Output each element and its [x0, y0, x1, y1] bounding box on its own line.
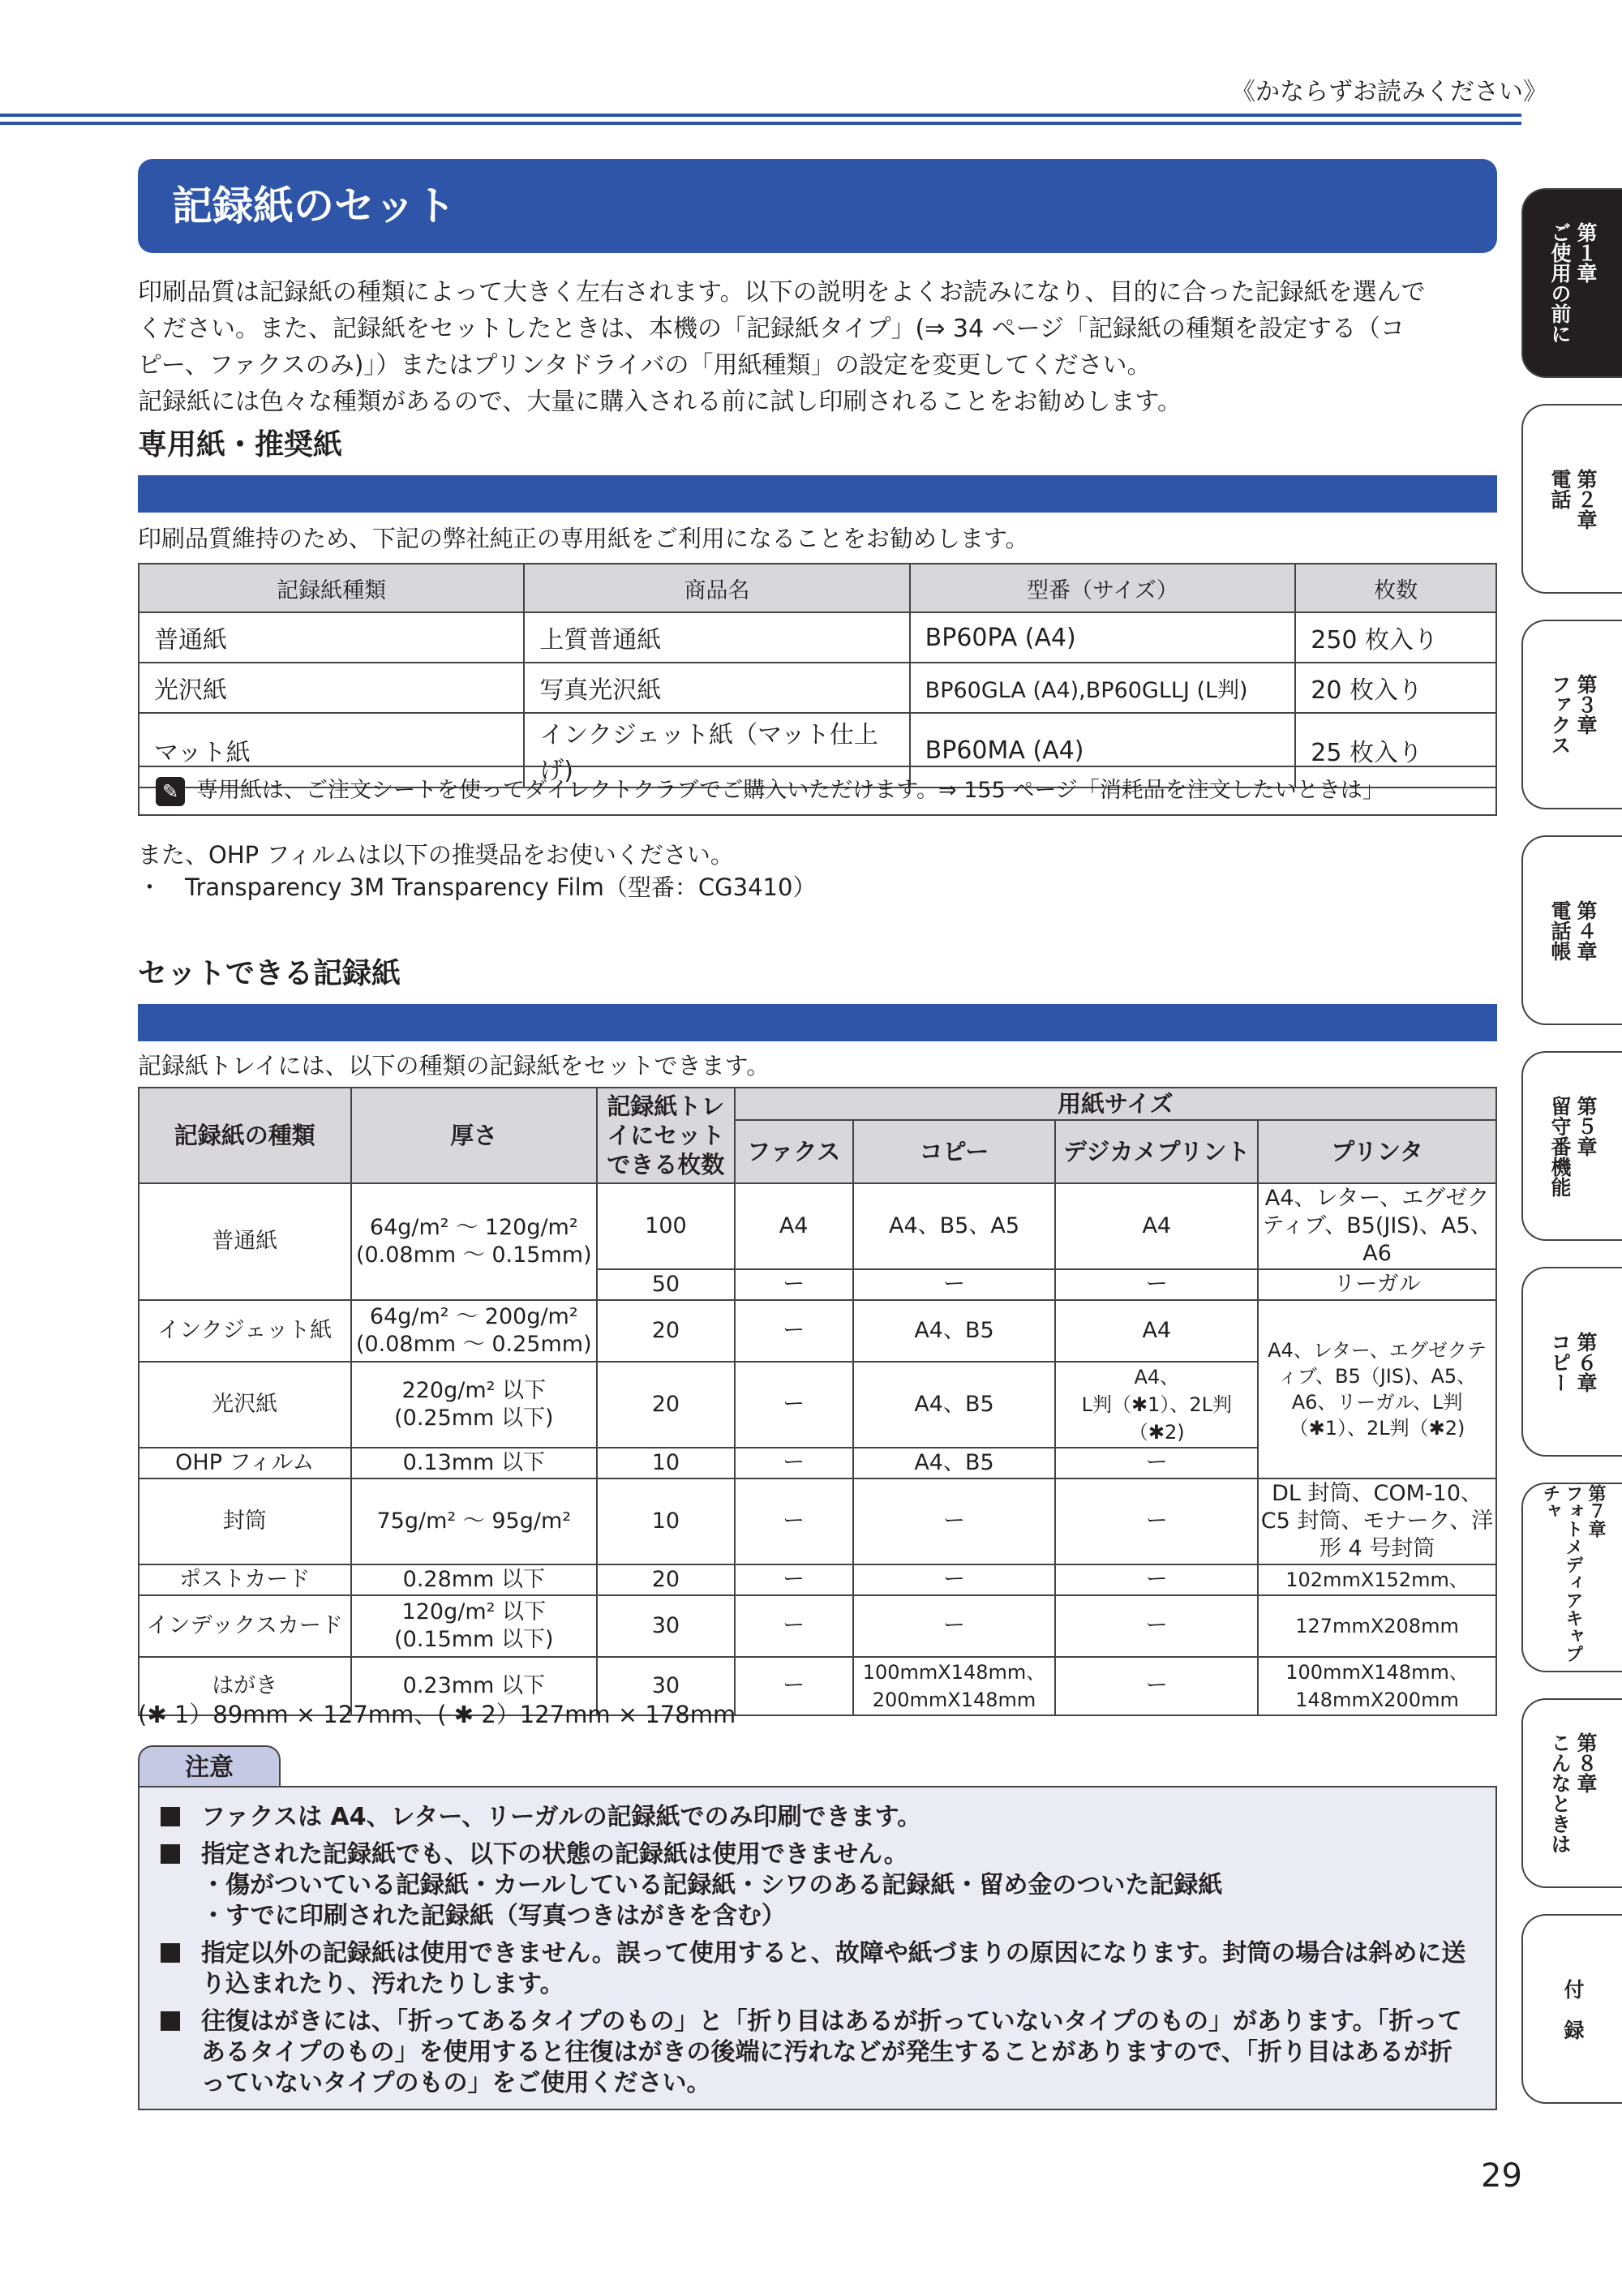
section-lead: 記録紙トレイには、以下の種類の記録紙をセットできます。 — [138, 1052, 770, 1079]
caution-label: 注意 — [138, 1745, 281, 1787]
table-cell: ー — [1055, 1564, 1258, 1595]
intro-text — [138, 274, 1508, 420]
chapter-name: 電話帳 — [1548, 899, 1572, 961]
chapter-tab-3[interactable] — [1521, 620, 1622, 809]
caution-text: 指定された記録紙でも、以下の状態の記録紙は使用できません。 — [201, 1840, 908, 1869]
bullet-square-icon — [159, 1942, 182, 1964]
table-cell: ー — [853, 1478, 1056, 1564]
chapter-number: 第８章 — [1574, 1732, 1598, 1793]
chapter-name: ファクス — [1548, 674, 1572, 755]
table-cell: ー — [1055, 1478, 1258, 1564]
table-cell: 0.23mm 以下 — [351, 1657, 598, 1715]
table-cell: BP60MA (A4) — [910, 713, 1296, 788]
chapter-number: 第３章 — [1574, 674, 1598, 735]
table-footnote: (✱ 1）89mm × 127mm、( ✱ 2）127mm × 178mm — [138, 1701, 736, 1728]
cell-line: 64g/m² 〜 120g/m² — [369, 1215, 578, 1240]
table-cell: ー — [735, 1269, 853, 1300]
table-cell: 0.28mm 以下 — [351, 1564, 598, 1595]
table-row — [139, 1300, 1496, 1362]
caution-text: 指定以外の記録紙は使用できません。誤って使用すると、故障や紙づまりの原因になります。封筒の場合は斜めに送り込まれたり、汚れたりします。 — [201, 1939, 1466, 1998]
table-cell: BP60PA (A4) — [910, 612, 1296, 663]
table-cell: 75g/m² 〜 95g/m² — [351, 1478, 598, 1564]
table-cell: 30 — [597, 1595, 735, 1657]
table-cell: ー — [1055, 1657, 1258, 1715]
table-cell: A4 — [735, 1183, 853, 1269]
table-row — [139, 1478, 1496, 1564]
ordering-note — [138, 766, 1497, 816]
chapter-number: 第４章 — [1574, 899, 1598, 961]
table-cell: インデックスカード — [139, 1595, 351, 1657]
chapter-number: 第５章 — [1574, 1095, 1598, 1157]
header-fax: ファクス — [735, 1120, 853, 1183]
table-cell: 光沢紙 — [139, 1362, 351, 1448]
table-cell: 250 枚入り — [1295, 612, 1496, 663]
table-cell: ー — [735, 1564, 853, 1595]
table-cell: ー — [853, 1595, 1056, 1657]
caution-text: 往復はがきには、「折ってあるタイプのもの」と「折り目はあるが折っていないタイプのもの」があります。「折ってあるタイプのもの」を使用すると往復はがきの後端に汚れなどが発生することがありますので、「折り目はあるが折っていないタイプのもの」をご使用ください。 — [201, 2007, 1462, 2097]
header-tray-capacity: 記録紙トレイにセットできる枚数 — [597, 1088, 735, 1183]
table-cell: DL 封筒、COM-10、C5 封筒、モナーク、洋形 4 号封筒 — [1258, 1478, 1496, 1564]
header-paper-type: 記録紙の種類 — [139, 1088, 351, 1183]
table-cell: 普通紙 — [139, 612, 524, 663]
table-header-row — [139, 1088, 1496, 1120]
chapter-number: 第７章 — [1586, 1484, 1606, 1538]
bullet-square-icon — [159, 1805, 182, 1828]
chapter-name: フォトメディアキャプチャ — [1540, 1484, 1583, 1663]
table-cell — [1055, 1362, 1258, 1448]
table-cell: BP60GLA (A4),BP60GLLJ (L判) — [910, 663, 1296, 713]
chapter-name: 留守番機能 — [1548, 1095, 1572, 1197]
table-row — [139, 663, 1496, 713]
chapter-tab-5[interactable] — [1521, 1051, 1622, 1241]
table-cell: 10 — [597, 1478, 735, 1564]
table-cell: ー — [735, 1478, 853, 1564]
table-header-row — [139, 564, 1496, 612]
cell-line: (0.08mm 〜 0.15mm) — [355, 1242, 592, 1268]
cell-line: (0.25mm 以下) — [394, 1405, 554, 1431]
chapter-name: コピー — [1548, 1331, 1572, 1393]
table-cell: 100mmX148mm、200mmX148mm — [853, 1657, 1056, 1715]
caution-item — [159, 1839, 1476, 1932]
intro-line: 印刷品質は記録紙の種類によって大きく左右されます。以下の説明をよくお読みになり、目的に合った記録紙を選んで — [138, 278, 1426, 307]
table-cell: 10 — [597, 1448, 735, 1478]
table-cell: A4 — [1055, 1183, 1258, 1269]
table-cell: ー — [735, 1362, 853, 1448]
header-thickness: 厚さ — [351, 1088, 598, 1183]
table-header-cell: 記録紙種類 — [139, 564, 524, 612]
table-cell: 100 — [597, 1183, 735, 1269]
chapter-name: 電話 — [1548, 468, 1572, 509]
chapter-tab-1[interactable] — [1521, 188, 1622, 378]
section-bar — [138, 475, 1497, 513]
table-cell: マット紙 — [139, 713, 524, 788]
table-cell: インクジェット紙（マット仕上げ) — [524, 713, 909, 788]
supported-paper-table — [138, 1087, 1497, 1716]
ohp-recommend-text: また、OHP フィルムは以下の推奨品をお使いください。 — [138, 841, 734, 869]
table-cell: A4、レター、エグゼクティブ、B5(JIS)、A5、A6 — [1258, 1183, 1496, 1269]
table-cell: 写真光沢紙 — [524, 663, 909, 713]
bullet-square-icon — [159, 1843, 182, 1865]
table-cell: 20 — [597, 1300, 735, 1362]
header-rules — [0, 114, 1521, 130]
table-cell: 25 枚入り — [1295, 713, 1496, 788]
table-cell: A4、B5 — [853, 1300, 1056, 1362]
caution-item — [159, 1938, 1476, 2000]
table-cell: ー — [1055, 1269, 1258, 1300]
cell-line: 220g/m² 以下 — [401, 1378, 547, 1403]
table-cell: ー — [735, 1595, 853, 1657]
table-header-cell: 商品名 — [524, 564, 909, 612]
caution-text: ファクスは A4、レター、リーガルの記録紙でのみ印刷できます。 — [201, 1803, 922, 1831]
chapter-number: 第６章 — [1574, 1331, 1598, 1393]
table-cell: 102mmX152mm、 — [1258, 1564, 1496, 1595]
table-row — [139, 1183, 1496, 1269]
table-cell — [351, 1362, 598, 1448]
table-cell: A4 — [1055, 1300, 1258, 1362]
table-cell: 100mmX148mm、148mmX200mm — [1258, 1657, 1496, 1715]
table-cell: ポストカード — [139, 1564, 351, 1595]
table-cell: インクジェット紙 — [139, 1300, 351, 1362]
section-heading-supported-paper: セットできる記録紙 — [138, 957, 401, 990]
table-cell: A4、B5、A5 — [853, 1183, 1056, 1269]
table-cell — [351, 1300, 598, 1362]
table-cell — [351, 1183, 598, 1300]
chapter-tab-7[interactable] — [1521, 1483, 1622, 1672]
cell-line: 64g/m² 〜 200g/m² — [369, 1304, 578, 1329]
chapter-number: 付 録 — [1561, 1978, 1585, 2040]
table-cell: ー — [853, 1564, 1056, 1595]
cell-line: 120g/m² 以下 — [401, 1599, 547, 1624]
chapter-tab-appendix[interactable] — [1521, 1914, 1622, 2104]
bullet-square-icon — [159, 2010, 182, 2032]
intro-line: 記録紙には色々な種類があるので、大量に購入される前に試し印刷されることをお勧めします。 — [138, 388, 1182, 416]
table-cell: ー — [735, 1448, 853, 1478]
header-paper-size: 用紙サイズ — [735, 1088, 1496, 1120]
page-number: 29 — [1481, 2157, 1522, 2195]
table-cell: ー — [735, 1300, 853, 1362]
table-cell: ー — [853, 1269, 1056, 1300]
table-cell: 光沢紙 — [139, 663, 524, 713]
table-cell: 20 — [597, 1362, 735, 1448]
table-cell: OHP フィルム — [139, 1448, 351, 1478]
table-cell: はがき — [139, 1657, 351, 1715]
table-row — [139, 612, 1496, 663]
chapter-tab-6[interactable] — [1521, 1267, 1622, 1457]
cell-line: A4、 — [1134, 1366, 1180, 1388]
header-printer: プリンタ — [1258, 1120, 1496, 1183]
table-row — [139, 1595, 1496, 1657]
header-note: 《かならずお読みください》 — [1231, 78, 1547, 106]
chapter-tab-8[interactable] — [1521, 1698, 1622, 1888]
caution-subtext: ・すでに印刷された記録紙（写真つきはがきを含む） — [201, 1902, 786, 1930]
table-cell: 20 枚入り — [1295, 663, 1496, 713]
table-cell: リーガル — [1258, 1269, 1496, 1300]
chapter-number: 第２章 — [1574, 468, 1598, 530]
table-cell: 50 — [597, 1269, 735, 1300]
header-copy: コピー — [853, 1120, 1056, 1183]
table-cell: 封筒 — [139, 1478, 351, 1564]
section-heading-dedicated-paper: 専用紙・推奨紙 — [138, 428, 343, 461]
table-cell: ー — [1055, 1448, 1258, 1478]
caution-item — [159, 2006, 1476, 2099]
header-photo-print: デジカメプリント — [1055, 1120, 1258, 1183]
ordering-note-text: 専用紙は、ご注文シートを使ってダイレクトクラブでご購入いただけます。⇒ 155 ページ「消耗品を注文したいときは」 — [196, 778, 1384, 803]
table-cell: ー — [1055, 1595, 1258, 1657]
table-cell: A4、B5 — [853, 1362, 1056, 1448]
table-header-cell: 型番（サイズ） — [910, 564, 1296, 612]
table-cell: 20 — [597, 1564, 735, 1595]
dedicated-paper-table — [138, 563, 1497, 788]
caution-box — [138, 1786, 1497, 2110]
page-title: 記録紙のセット — [138, 159, 1497, 253]
caution-subtext: ・傷がついている記録紙・カールしている記録紙・シワのある記録紙・留め金のついた記録紙 — [201, 1871, 1223, 1899]
table-cell: 上質普通紙 — [524, 612, 909, 663]
table-row — [139, 1564, 1496, 1595]
intro-line: ください。また、記録紙をセットしたときは、本機の「記録紙タイプ」(⇒ 34 ページ「記録紙の種類を設定する（コ — [138, 315, 1405, 343]
chapter-number: 第１章 — [1574, 222, 1598, 283]
table-cell — [351, 1595, 598, 1657]
intro-line: ピー、ファクスのみ)」）またはプリンタドライバの「用紙種類」の設定を変更してください。 — [138, 351, 1152, 380]
cell-line: L判（✱1）、2L判（✱2) — [1081, 1393, 1232, 1444]
chapter-tab-2[interactable] — [1521, 404, 1622, 594]
table-cell: A4、B5 — [853, 1448, 1056, 1478]
table-header-cell: 枚数 — [1295, 564, 1496, 612]
chapter-name: ご使用の前に — [1548, 222, 1572, 344]
table-cell: 30 — [597, 1657, 735, 1715]
caution-item — [159, 1802, 1476, 1833]
table-cell: A4、レター、エグゼクティブ、B5（JIS)、A5、A6、リーガル、L判（✱1）、2L判（✱2) — [1258, 1300, 1496, 1478]
ohp-recommend-item: ・ Transparency 3M Transparency Film（型番：CG3410） — [138, 873, 817, 901]
table-cell: 127mmX208mm — [1258, 1595, 1496, 1657]
table-cell: 普通紙 — [139, 1183, 351, 1300]
chapter-name: こんなときは — [1548, 1732, 1572, 1854]
memo-icon: ✎ — [156, 777, 185, 806]
section-bar — [138, 1004, 1497, 1041]
chapter-tab-4[interactable] — [1521, 835, 1622, 1025]
cell-line: (0.08mm 〜 0.25mm) — [355, 1332, 592, 1357]
section-lead: 印刷品質維持のため、下記の弊社純正の専用紙をご利用になることをお勧めします。 — [138, 525, 1029, 552]
table-cell: ー — [735, 1657, 853, 1715]
cell-line: (0.15mm 以下) — [394, 1627, 554, 1652]
table-cell: 0.13mm 以下 — [351, 1448, 598, 1478]
